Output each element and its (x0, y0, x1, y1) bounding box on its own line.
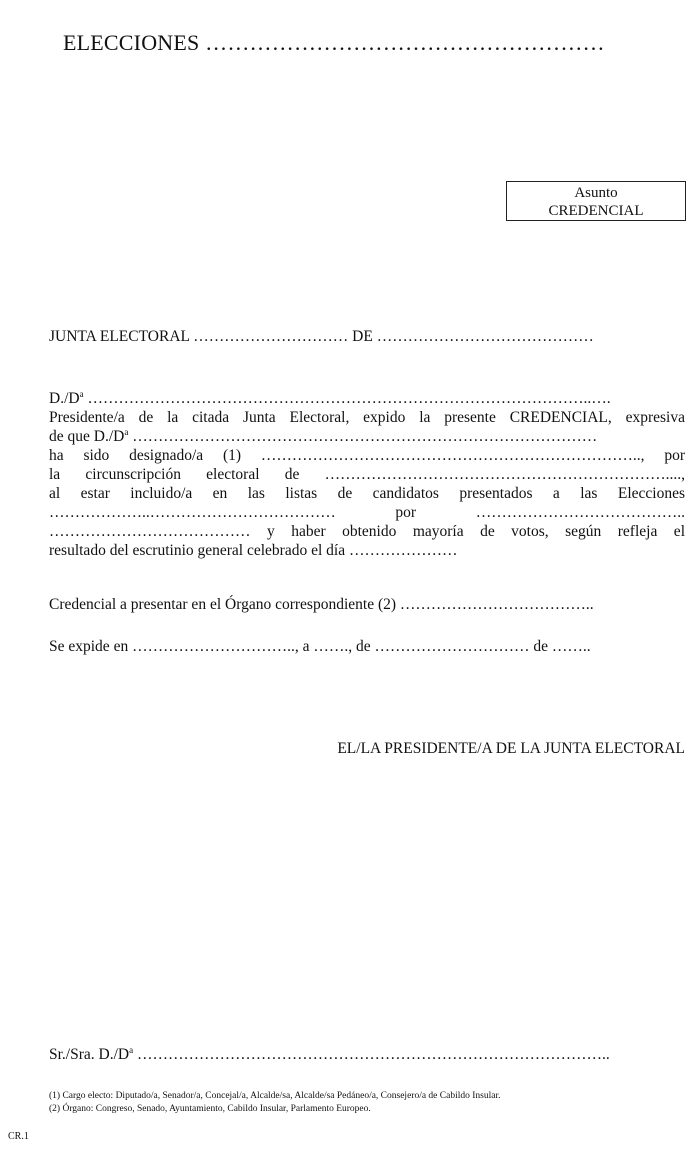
presidente-signature-label: EL/LA PRESIDENTE/A DE LA JUNTA ELECTORAL (337, 740, 685, 757)
credencial-organo-line: Credencial a presentar en el Órgano correspondiente (2) ……………………………….. (49, 596, 594, 613)
designee-sup: a (124, 427, 129, 437)
asunto-value: CREDENCIAL (548, 203, 644, 219)
recipient-dots: ……………………………………………………………………………….. (133, 1046, 610, 1063)
recipient-line (49, 1046, 610, 1064)
body-line-9: resultado del escrutinio general celebrado el día ………………… (49, 542, 458, 559)
footnote-1: (1) Cargo electo: Diputado/a, Senador/a, Concejal/a, Alcalde/sa, Alcalde/sa Pedáneo/a, Consejero/a de Cabildo Insular. (49, 1091, 501, 1101)
junta-electoral-line: JUNTA ELECTORAL ………………………… DE …………………………………… (49, 328, 594, 345)
designee-dots: ……………………………………………………………………………… (128, 428, 598, 445)
body-line-8: ………………………………… y haber obtenido mayoría de votos, según refleja el (49, 523, 685, 540)
body-line-7: ………………..……………………………… por ………………………………….. (49, 504, 685, 521)
elections-title: ELECCIONES ……………………………………………… (63, 30, 605, 55)
form-code: CR.1 (8, 1131, 29, 1142)
body-line-2: Presidente/a de la citada Junta Electoral, expido la presente CREDENCIAL, expresiva (49, 409, 685, 426)
recipient-prefix: Sr./Sra. D./D (49, 1046, 130, 1063)
footnote-2: (2) Órgano: Congreso, Senado, Ayuntamiento, Cabildo Insular, Parlamento Europeo. (49, 1104, 371, 1114)
dd-prefix: D./D (49, 390, 80, 407)
credential-body (49, 389, 685, 560)
se-expide-line: Se expide en ………………………….., a ……., de ………………………… de …….. (49, 638, 591, 655)
body-line-4: ha sido designado/a (1) ……………………………………………………………….., por (49, 447, 685, 464)
asunto-label: Asunto (574, 185, 618, 201)
body-line-5: la circunscripción electoral de …………………………………………………………...., (49, 466, 685, 483)
asunto-box (506, 181, 686, 221)
designee-name-line (49, 427, 685, 446)
recipient-sup: a (129, 1045, 134, 1055)
presidente-name-line (49, 389, 685, 408)
dd-sup: a (79, 389, 84, 399)
designee-prefix: de que D./D (49, 428, 125, 445)
body-line-6: al estar incluido/a en las listas de candidatos presentados a las Elecciones (49, 485, 685, 502)
dd-dots: ……………………………………………………………………………………..…. (83, 390, 611, 407)
